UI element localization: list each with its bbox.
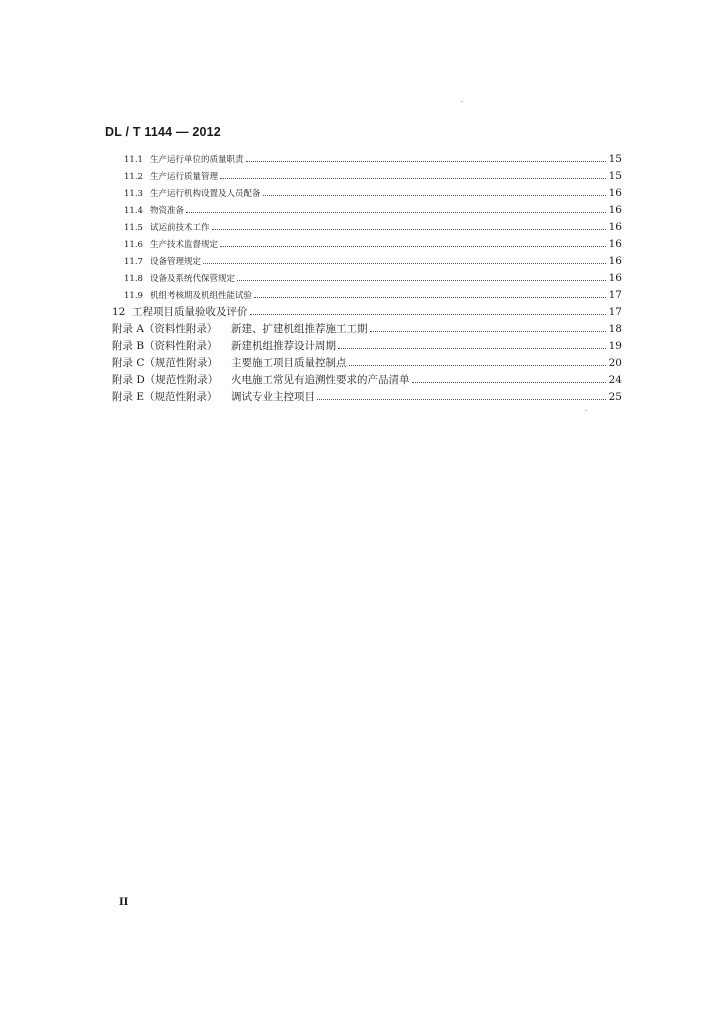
toc-entry-number: 附录 D（规范性附录） [112,374,219,386]
toc-entry-page: 16 [608,187,622,199]
toc-entry-11-1[interactable] [124,153,622,167]
toc-entry-number: 11.3 [124,189,143,199]
toc-entry-page: 16 [608,238,622,250]
toc-entry-number: 附录 A（资料性附录） [112,323,218,335]
dot-leader [317,399,606,400]
toc-entry-number: 11.1 [124,155,143,165]
toc-entry-page: 16 [608,255,622,267]
dot-leader [263,195,606,196]
toc-entry-title: 调试专业主控项目 [231,391,315,403]
toc-entry-title: 主要施工项目质量控制点 [231,357,347,369]
toc-entry-number: 11.2 [124,172,143,182]
toc-entry-appendix-c[interactable] [112,357,622,371]
dot-leader [220,178,606,179]
scan-speck [461,101,463,102]
toc-entry-number: 11.7 [124,257,143,267]
dot-leader [237,280,606,281]
toc-entry-11-7[interactable] [124,255,622,269]
document-code-header: DL / T 1144 — 2012 [105,125,221,139]
dot-leader [212,229,606,230]
toc-entry-title: 生产运行单位的质量职责 [150,155,244,165]
dot-leader [246,161,606,162]
page-number-footer: II [119,897,129,908]
toc-entry-number: 11.8 [124,274,143,284]
toc-entry-appendix-b[interactable] [112,340,622,354]
toc-entry-appendix-a[interactable] [112,323,622,337]
toc-entry-11-3[interactable] [124,187,622,201]
toc-entry-page: 15 [608,170,622,182]
toc-entry-number: 11.5 [124,223,143,233]
toc-entry-number: 附录 B（资料性附录） [112,340,218,352]
toc-entry-11-2[interactable] [124,170,622,184]
dot-leader [203,263,606,264]
toc-entry-11-9[interactable] [124,289,622,303]
toc-entry-title: 物资准备 [150,206,185,216]
toc-entry-title: 生产技术监督规定 [150,240,219,250]
dot-leader [186,212,606,213]
toc-entry-page: 18 [608,323,622,335]
toc-entry-title: 新建机组推荐设计周期 [231,340,336,352]
toc-entry-11-8[interactable] [124,272,622,286]
dot-leader [349,365,606,366]
scan-speck [585,410,587,411]
toc-entry-page: 24 [608,374,622,386]
toc-entry-11-5[interactable] [124,221,622,235]
toc-entry-number: 11.6 [124,240,143,250]
toc-entry-number: 11.4 [124,206,143,216]
toc-entry-title: 设备管理规定 [150,257,202,267]
toc-entry-page: 16 [608,221,622,233]
toc-entry-page: 16 [608,272,622,284]
toc-entry-title: 生产运行机构设置及人员配备 [150,189,261,199]
toc-entry-title: 试运前技术工作 [150,223,210,233]
toc-entry-number: 附录 E（规范性附录） [112,391,218,403]
toc-entry-title: 火电施工常见有追溯性要求的产品清单 [231,374,410,386]
toc-entry-page: 19 [608,340,622,352]
toc-entry-number: 12 [112,306,126,318]
toc-entry-title: 机组考核期及机组性能试验 [150,291,253,301]
toc-entry-chapter-12[interactable] [112,306,622,320]
toc-entry-number: 11.9 [124,291,143,301]
toc-entry-page: 17 [608,306,622,318]
dot-leader [250,314,606,315]
toc-entry-title: 工程项目质量验收及评价 [132,306,248,318]
toc-entry-page: 25 [608,391,622,403]
toc-entry-11-6[interactable] [124,238,622,252]
dot-leader [370,331,606,332]
toc-entry-title: 新建、扩建机组推荐施工工期 [231,323,368,335]
dot-leader [338,348,606,349]
dot-leader [412,382,606,383]
toc-entry-page: 15 [608,153,622,165]
toc-entry-page: 20 [608,357,622,369]
toc-entry-appendix-d[interactable] [112,374,622,388]
toc-entry-number: 附录 C（规范性附录） [112,357,218,369]
toc-entry-11-4[interactable] [124,204,622,218]
dot-leader [254,297,606,298]
toc-entry-page: 17 [608,289,622,301]
dot-leader [220,246,606,247]
toc-entry-title: 生产运行质量管理 [150,172,219,182]
toc-entry-title: 设备及系统代保管规定 [150,274,236,284]
toc-entry-appendix-e[interactable] [112,391,622,405]
toc-entry-page: 16 [608,204,622,216]
